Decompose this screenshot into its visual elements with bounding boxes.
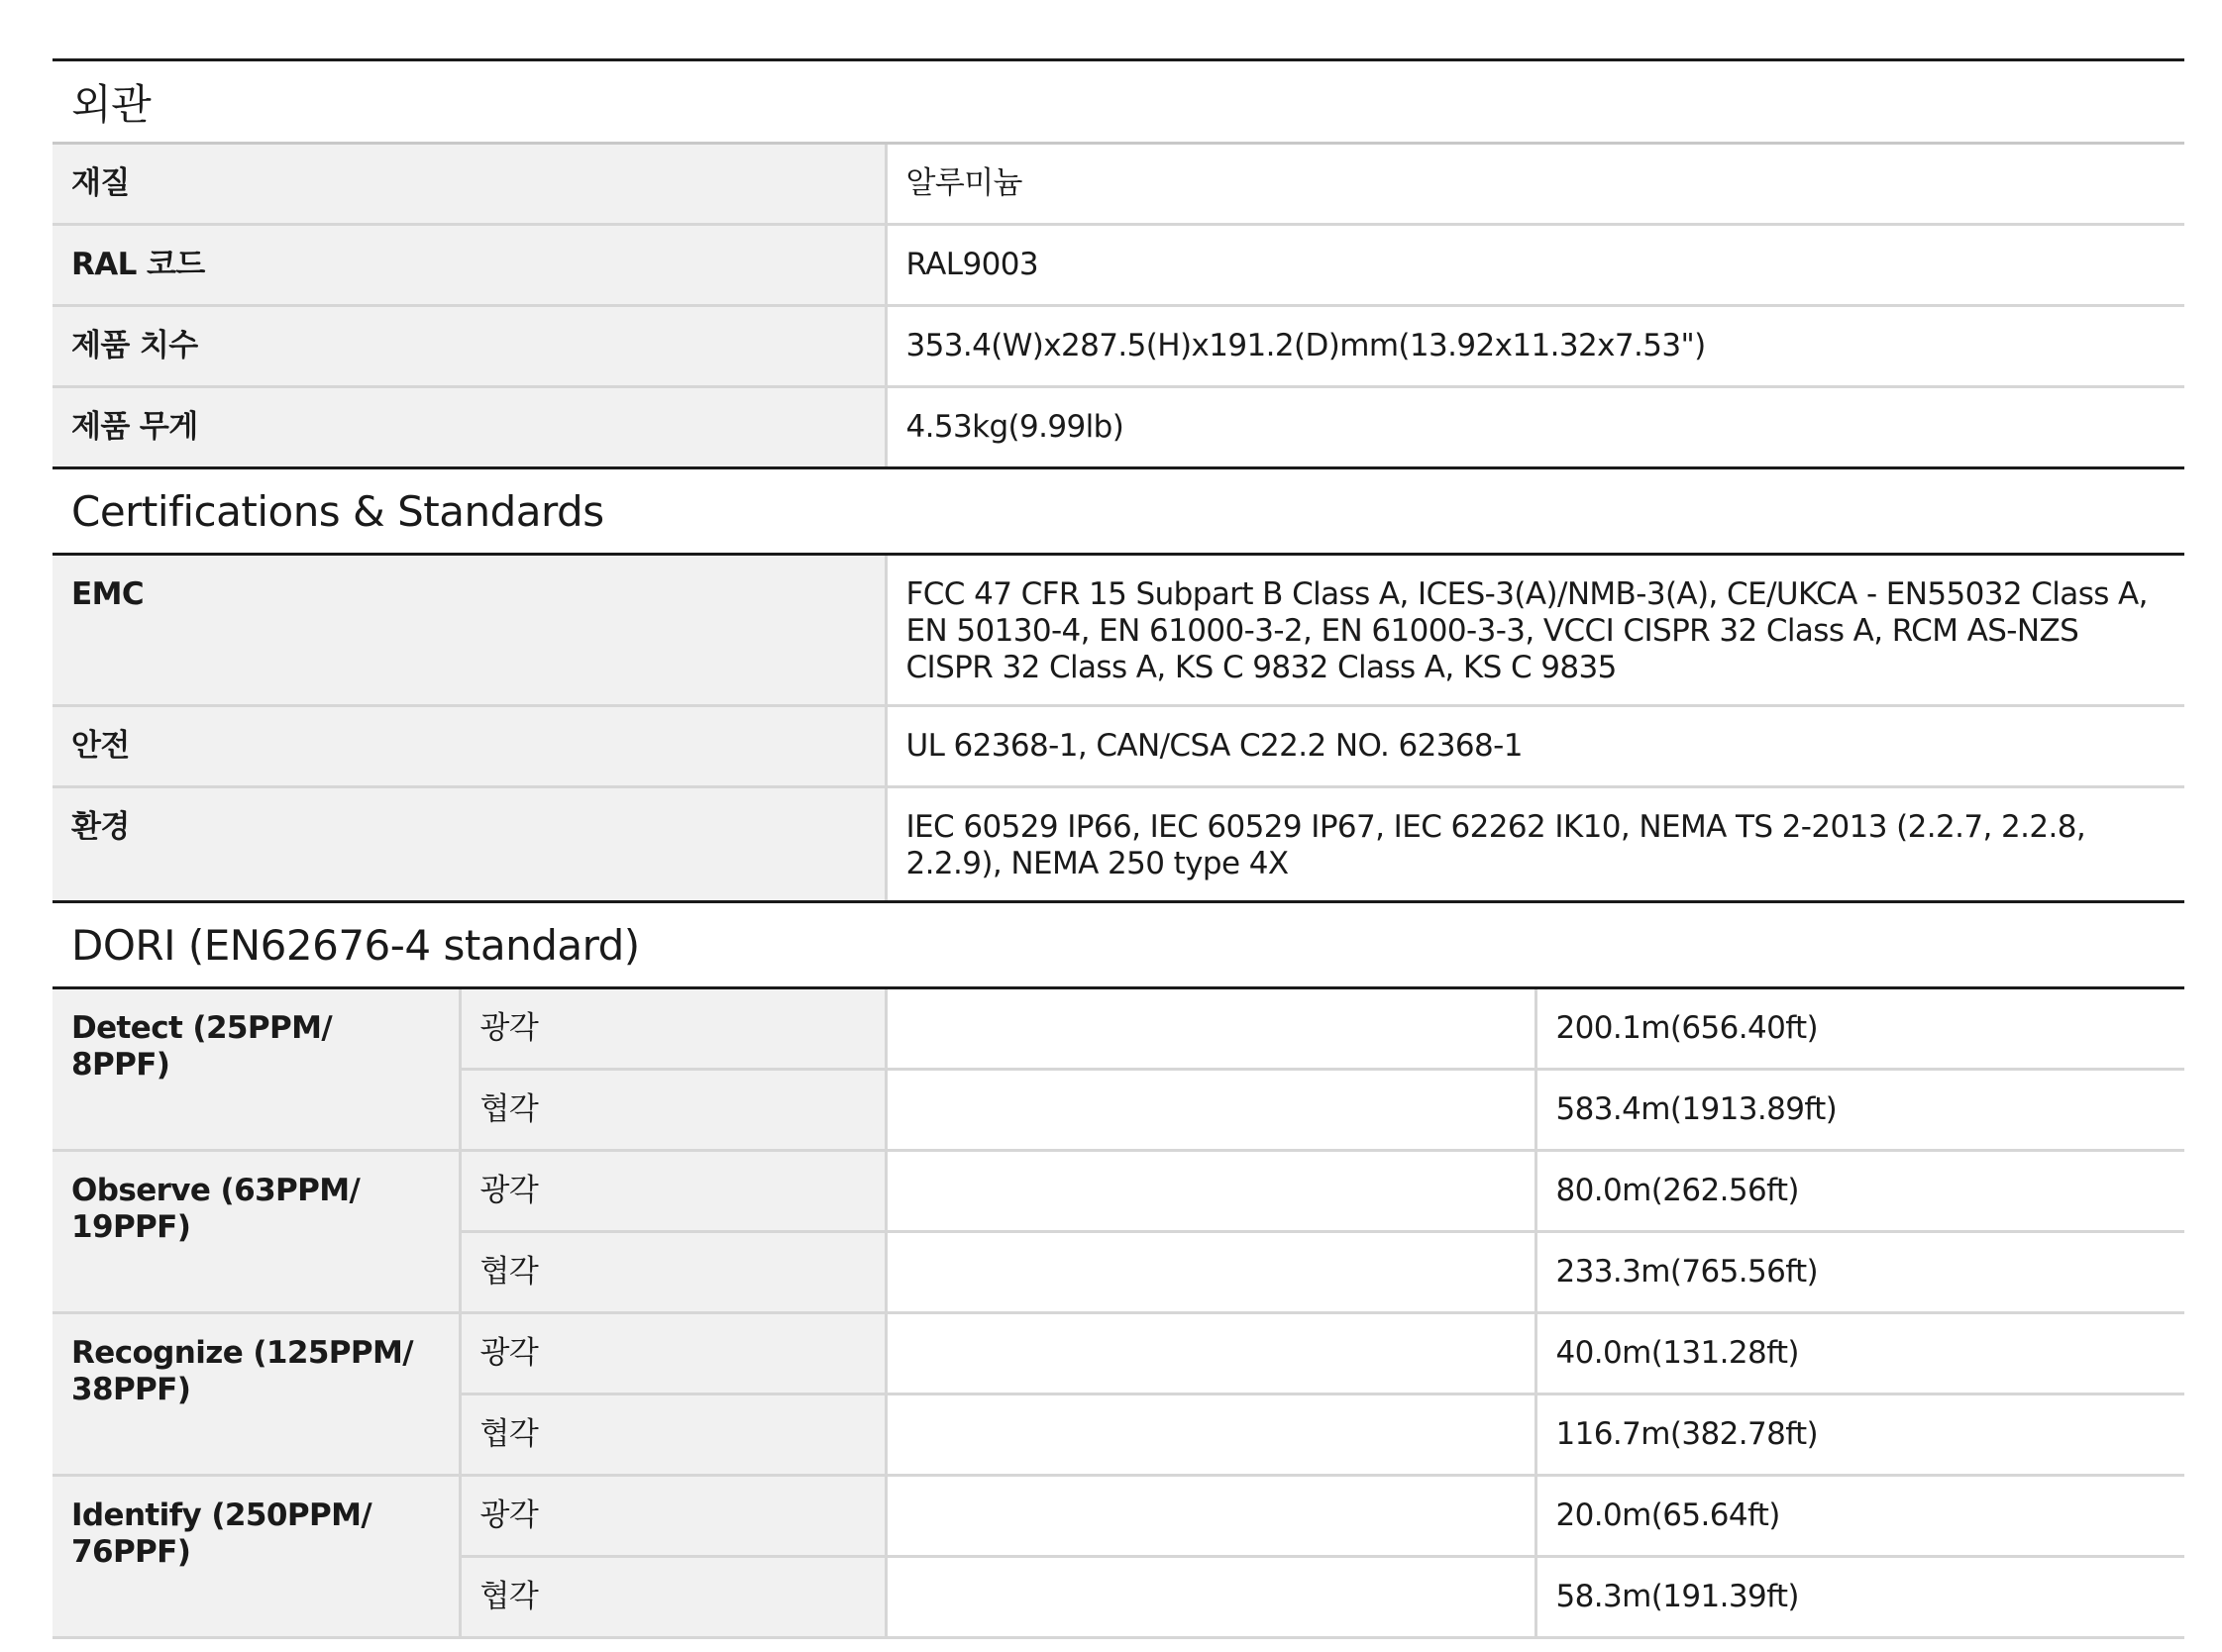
spec-sheet [53,58,2184,1639]
dori-label-recognize: Recognize (125PPM/ 38PPF) [53,1313,460,1476]
row-label-safety: 안전 [53,706,886,787]
table-row [53,306,2184,387]
dori-sub-wide: 광각 [460,1151,886,1232]
table-row [53,1313,2184,1394]
row-label-emc: EMC [53,556,886,706]
dori-sub-tele: 협각 [460,1557,886,1638]
dori-blank-cell [886,1070,1535,1151]
section-title-appearance: 외관 [53,58,2184,145]
dori-value: 583.4m(1913.89ft) [1535,1070,2184,1151]
dori-blank-cell [886,1557,1535,1638]
dori-value: 116.7m(382.78ft) [1535,1394,2184,1476]
row-value-safety: UL 62368-1, CAN/CSA C22.2 NO. 62368-1 [886,706,2184,787]
table-row [53,225,2184,306]
table-row [53,145,2184,225]
row-label-environment: 환경 [53,787,886,902]
dori-blank-cell [886,1394,1535,1476]
dori-value: 80.0m(262.56ft) [1535,1151,2184,1232]
row-label-weight: 제품 무게 [53,387,886,468]
dori-blank-cell [886,1313,1535,1394]
row-value-dimensions: 353.4(W)x287.5(H)x191.2(D)mm(13.92x11.32x7.53") [886,306,2184,387]
table-row [53,1151,2184,1232]
table-row [53,787,2184,902]
dori-label-observe: Observe (63PPM/ 19PPF) [53,1151,460,1313]
dori-label-detect: Detect (25PPM/ 8PPF) [53,989,460,1151]
dori-blank-cell [886,1232,1535,1313]
table-row [53,556,2184,706]
table-row [53,989,2184,1070]
table-row [53,387,2184,468]
dori-sub-tele: 협각 [460,1394,886,1476]
dori-sub-wide: 광각 [460,989,886,1070]
dori-label-identify: Identify (250PPM/ 76PPF) [53,1476,460,1638]
row-label-ral-code: RAL 코드 [53,225,886,306]
dori-blank-cell [886,1151,1535,1232]
dori-value: 58.3m(191.39ft) [1535,1557,2184,1638]
row-value-environment: IEC 60529 IP66, IEC 60529 IP67, IEC 62262 IK10, NEMA TS 2-2013 (2.2.7, 2.2.8, 2.2.9), NEMA 250 type 4X [886,787,2184,902]
row-value-ral-code: RAL9003 [886,225,2184,306]
row-value-material: 알루미늄 [886,145,2184,225]
row-label-material: 재질 [53,145,886,225]
row-value-weight: 4.53kg(9.99lb) [886,387,2184,468]
table-row [53,1476,2184,1557]
dori-value: 233.3m(765.56ft) [1535,1232,2184,1313]
row-value-emc: FCC 47 CFR 15 Subpart B Class A, ICES-3(A)/NMB-3(A), CE/UKCA - EN55032 Class A, EN 50130-4, EN 61000-3-2, EN 61000-3-3, VCCI CISPR 32 Class A, RCM AS-NZS CISPR 32 Class A, KS C 9832 Class A, KS C 9835 [886,556,2184,706]
section-title-certifications: Certifications & Standards [53,469,2184,556]
dori-sub-wide: 광각 [460,1476,886,1557]
dori-value: 200.1m(656.40ft) [1535,989,2184,1070]
row-label-dimensions: 제품 치수 [53,306,886,387]
dori-blank-cell [886,1476,1535,1557]
dori-table [53,989,2184,1639]
dori-sub-tele: 협각 [460,1232,886,1313]
section-title-dori: DORI (EN62676-4 standard) [53,903,2184,989]
dori-value: 40.0m(131.28ft) [1535,1313,2184,1394]
dori-value: 20.0m(65.64ft) [1535,1476,2184,1557]
dori-sub-tele: 협각 [460,1070,886,1151]
dori-sub-wide: 광각 [460,1313,886,1394]
table-row [53,706,2184,787]
dori-blank-cell [886,989,1535,1070]
appearance-table [53,145,2184,469]
certifications-table [53,556,2184,903]
